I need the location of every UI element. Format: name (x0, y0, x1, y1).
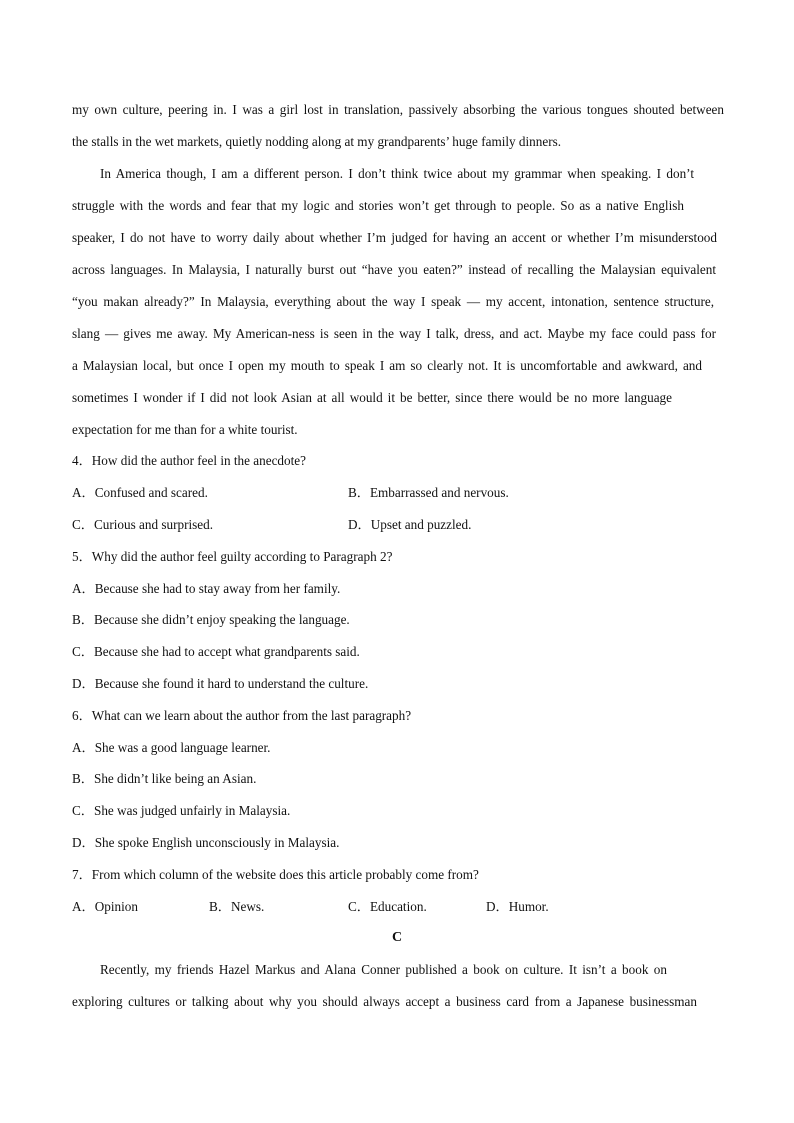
passage-line: speaker, I do not have to worry daily about whether I’m judged for having an accent or whether I’m misunderstood (72, 230, 717, 245)
passage-line: a Malaysian local, but once I open my mouth to speak I am so clearly not. It is uncomfortable and awkward, and (72, 358, 702, 373)
question-7-option-d[interactable]: D．Humor. (486, 899, 549, 914)
passage-line: Recently, my friends Hazel Markus and Alana Conner published a book on culture. It isn’t a book on (100, 962, 667, 977)
passage-line: expectation for me than for a white tourist. (72, 422, 298, 437)
question-7-stem: 7．From which column of the website does this article probably come from? (72, 867, 479, 882)
question-5-option-c[interactable]: C．Because she had to accept what grandparents said. (72, 644, 360, 659)
passage-line: exploring cultures or talking about why you should always accept a business card from a Japanese businessman (72, 994, 697, 1009)
passage-line: across languages. In Malaysia, I naturally burst out “have you eaten?” instead of recalling the Malaysian equivalent (72, 262, 716, 277)
question-4-option-b[interactable]: B．Embarrassed and nervous. (348, 485, 509, 500)
question-5-stem: 5．Why did the author feel guilty according to Paragraph 2? (72, 549, 393, 564)
question-5-option-d[interactable]: D．Because she found it hard to understand the culture. (72, 676, 369, 691)
passage-line: the stalls in the wet markets, quietly nodding along at my grandparents’ huge family dinners. (72, 134, 562, 149)
question-6-option-a[interactable]: A．She was a good language learner. (72, 740, 271, 755)
question-7-option-a[interactable]: A．Opinion (72, 899, 138, 914)
passage-line: my own culture, peering in. I was a girl lost in translation, passively absorbing the various tongues shouted between (72, 102, 724, 117)
question-6-option-b[interactable]: B．She didn’t like being an Asian. (72, 771, 257, 786)
question-4-option-c[interactable]: C．Curious and surprised. (72, 517, 214, 532)
question-4-stem: 4．How did the author feel in the anecdote? (72, 453, 306, 468)
question-6-option-c[interactable]: C．She was judged unfairly in Malaysia. (72, 803, 291, 818)
passage-line: sometimes I wonder if I did not look Asian at all would it be better, since there would be no more language (72, 390, 672, 405)
question-4-option-d[interactable]: D．Upset and puzzled. (348, 517, 472, 532)
passage-line: struggle with the words and fear that my logic and stories won’t get through to people. So as a native English (72, 198, 684, 213)
passage-line: slang — gives me away. My American-ness is seen in the way I talk, dress, and act. Maybe my face could pass for (72, 326, 716, 341)
question-4-option-a[interactable]: A．Confused and scared. (72, 485, 208, 500)
question-7-option-b[interactable]: B．News. (209, 899, 265, 914)
section-heading: C (391, 930, 403, 945)
passage-line: In America though, I am a different person. I don’t think twice about my grammar when speaking. I don’t (100, 166, 694, 181)
question-5-option-a[interactable]: A．Because she had to stay away from her family. (72, 581, 341, 596)
question-6-stem: 6．What can we learn about the author from the last paragraph? (72, 708, 412, 723)
passage-line: “you makan already?” In Malaysia, everything about the way I speak — my accent, intonation, sentence structure, (72, 294, 714, 309)
question-7-option-c[interactable]: C．Education. (348, 899, 427, 914)
question-6-option-d[interactable]: D．She spoke English unconsciously in Malaysia. (72, 835, 340, 850)
question-5-option-b[interactable]: B．Because she didn’t enjoy speaking the language. (72, 612, 350, 627)
